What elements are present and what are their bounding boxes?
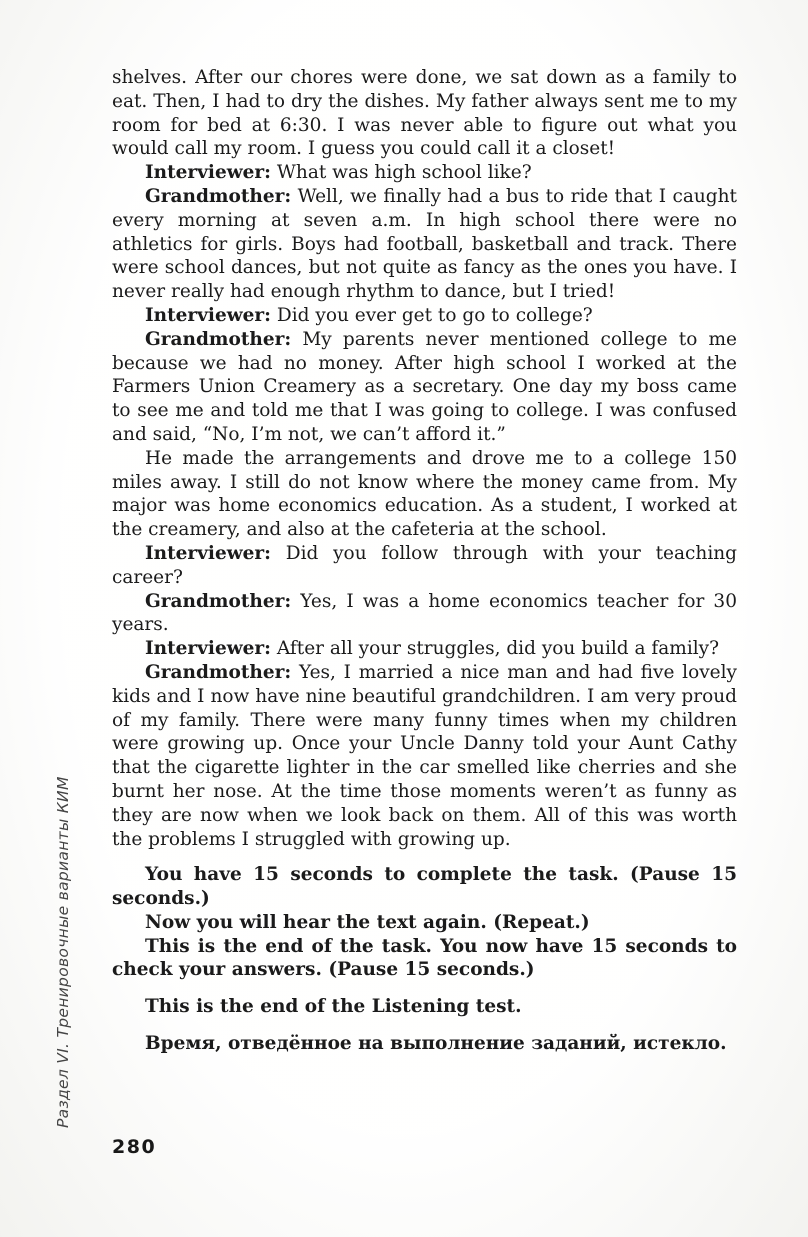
transcript-paragraph [112, 161, 737, 185]
paragraph-text: Yes, I was a home economics teacher for 30 years. [112, 590, 737, 636]
transcript-paragraph [112, 661, 737, 851]
paragraph-text: Did you follow through with your teaching career? [112, 542, 737, 588]
speaker-label: Interviewer: [145, 162, 271, 184]
paragraph-text: Yes, I married a nice man and had five lovely kids and I now have nine beautiful grandchildren. I am very proud of my family. There were many funny times when my children were growing up. Once your Uncle Danny told your Aunt Cathy that the cigarette lighter in the car smelled like cherries and she burnt her nose. At the time those moments weren’t as funny as they are now when we look back on them. All of this was worth the problems I struggled with growing up. [112, 661, 737, 850]
instruction-paragraph: This is the end of the task. You now have 15 seconds to check your answers. (Pause 15 seconds.) [112, 935, 737, 981]
page-number: 280 [112, 1136, 157, 1158]
speaker-label: Grandmother: [145, 661, 292, 683]
transcript-paragraph [112, 185, 737, 304]
instruction-paragraph: You have 15 seconds to complete the task. (Pause 15 seconds.) [112, 864, 737, 910]
transcript-paragraph [112, 590, 737, 638]
paragraph-text: After all your struggles, did you build a family? [276, 638, 720, 660]
speaker-label: Grandmother: [145, 328, 292, 350]
transcript-paragraph [112, 304, 737, 328]
paragraph-text: My parents never mentioned college to me because we had no money. After high school I worked at the Farmers Union Creamery as a secretary. One day my boss came to see me and told me that I was going to college. I was confused and said, “No, I’m not, we can’t afford it.” [112, 328, 737, 445]
paragraph-text: What was high school like? [276, 162, 532, 184]
instructions-block [112, 863, 737, 982]
transcript-paragraph [112, 447, 737, 542]
speaker-label: Interviewer: [145, 542, 271, 564]
transcript-paragraph [112, 66, 737, 161]
time-expired-line-ru: Время, отведённое на выполнение заданий, истекло. [145, 1033, 727, 1055]
paragraph-text: He made the arrangements and drove me to a college 150 miles away. I still do not know where the money came from. My major was home economics education. As a student, I worked at the creamery, and also at the cafeteria at the school. [112, 447, 737, 541]
paragraph-text: Well, we finally had a bus to ride that I caught every morning at seven a.m. In high school there were no athletics for girls. Boys had football, basketball and track. There were school dances, but not quite as fancy as the ones you have. I never really had enough rhythm to dance, but I tried! [112, 185, 737, 303]
paragraph-text: Did you ever get to go to college? [276, 304, 593, 326]
transcript-column [112, 66, 737, 1056]
speaker-label: Grandmother: [145, 185, 292, 207]
listening-test-end-line: This is the end of the Listening test. [145, 996, 522, 1018]
instruction-paragraph: Now you will hear the text again. (Repeat.) [145, 911, 590, 933]
transcript-paragraph [112, 542, 737, 590]
paragraph-text: shelves. After our chores were done, we sat down as a family to eat. Then, I had to dry the dishes. My father always sent me to my room for bed at 6:30. I was never able to figure out what you would call my room. I guess you could call it a closet! [112, 67, 737, 160]
transcript-paragraph [112, 637, 737, 661]
section-vertical-label: Раздел VI. Тренировочные варианты КИМ [54, 776, 72, 1128]
transcript-paragraph [112, 328, 737, 447]
speaker-label: Interviewer: [145, 638, 271, 660]
speaker-label: Interviewer: [145, 304, 271, 326]
speaker-label: Grandmother: [145, 590, 292, 612]
